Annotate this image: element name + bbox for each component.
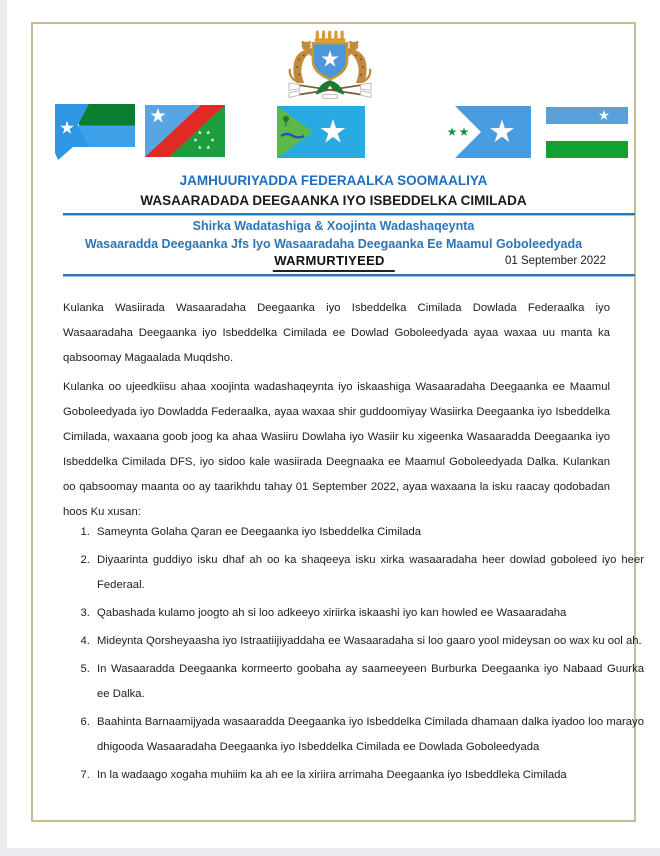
list-item: 6. Baahinta Barnaamijyada wasaaradda Deegaanka iyo Isbeddelka Cimilada dhamaan dalka iyadoo loo marayo dhigooda Wasaaradaha Deegaanka iyo Isbeddelka Cimilada ee Dowlada Goboleedyada — [93, 710, 644, 760]
republic-title: JAMHUURIYADDA FEDERAALKA SOOMAALIYA — [179, 173, 488, 188]
scan-edge-left — [0, 0, 7, 856]
list-item: 4. Mideynta Qorsheyaasha iyo Istraatiijiyaddaha ee Wasaaradaha si loo gaaro yool mideysan oo wax ku ool ah. — [93, 629, 644, 654]
page-border-frame — [31, 22, 644, 822]
blue-rule-bottom — [63, 274, 635, 277]
hirshabelle-state-flag-icon — [443, 106, 531, 158]
blue-rule-top — [63, 213, 635, 216]
meeting-subtitle-1: Shirka Wadatashiga & Xoojinta Wadashaqeynta — [192, 219, 475, 233]
body-paragraph-2: Kulanka oo ujeedkiisu ahaa xoojinta wadashaqeynta iyo iskaashiga Wasaaradaha Deegaanka ee Maamul Goboleedyada iyo Dowladda Federaalka, ayaa waxaa shir guddoomiyay Wasiirka Deegaanka iyo Isbeddelka Cimilada, waxaana goob joog ka ahaa Wasiiru Dowlaha iyo Wasiir ku xigeenka Wasaaradda Deegaanka iyo Isbeddelka Cimilada DFS, iyo sidoo kale wasiirada Deegnaaka ee Maamul Goboleedyada Dalka. Kulankan oo qabsoomay maanta oo ay taarikhdu tahay 01 September 2022, ayaa waxaana la isku raacay qodobadan hoos Ku xusan: — [63, 381, 610, 518]
ministry-title: WASAARADADA DEEGAANKA IYO ISBEDDELKA CIMILADA — [140, 193, 527, 208]
list-item: 5. In Wasaaradda Deegaanka kormeerto goobaha ay saameeyeen Burburka Deegaanka iyo Nabaad Guurka ee Dalka. — [93, 657, 644, 707]
body-paragraph-1: Kulanka Wasiirada Wasaaradaha Deegaanka iyo Isbeddelka Cimilada Dowlada Federaalka iyo Wasaaradaha Deegaanka iyo Isbeddelka Cimilada ee Dowlad Goboleedyada ayaa waxaa uu manta ka qabsoomay Magaalada Muqdsho. — [63, 302, 610, 364]
southwest-state-flag-icon — [145, 105, 225, 157]
puntland-state-flag-icon — [546, 107, 628, 158]
list-item: 1. Sameynta Golaha Qaran ee Deegaanka iyo Isbeddelka Cimilada — [93, 520, 644, 545]
list-item: 7. In la wadaago xogaha muhiim ka ah ee la xiriira arrimaha Deegaanka iyo Isbeddleka Cimilada — [93, 763, 644, 788]
agreed-points-list — [63, 520, 644, 791]
list-item: 2. Diyaarinta guddiyo isku dhaf ah oo ka shaqeeya isku xirka wasaaradaha heer dowlad goboleed iyo heer Federaal. — [93, 548, 644, 598]
list-item: 3. Qabashada kulamo joogto ah si loo adkeeyo xiriirka iskaashi iyo kan howled ee Wasaaradaha — [93, 601, 644, 626]
document-title-row — [33, 253, 634, 273]
meeting-subtitle-2: Wasaaradda Deegaanka Jfs Iyo Wasaaradaha Deegaanka Ee Maamul Goboleedyada — [84, 237, 583, 251]
somalia-coat-of-arms-icon — [268, 27, 392, 105]
galmudug-state-flag-icon — [277, 106, 365, 158]
scan-edge-bottom — [0, 848, 660, 856]
document-date: 01 September 2022 — [504, 255, 606, 267]
jubaland-state-flag-icon — [55, 103, 135, 160]
document-title: WARMURTIYEED — [272, 253, 395, 272]
